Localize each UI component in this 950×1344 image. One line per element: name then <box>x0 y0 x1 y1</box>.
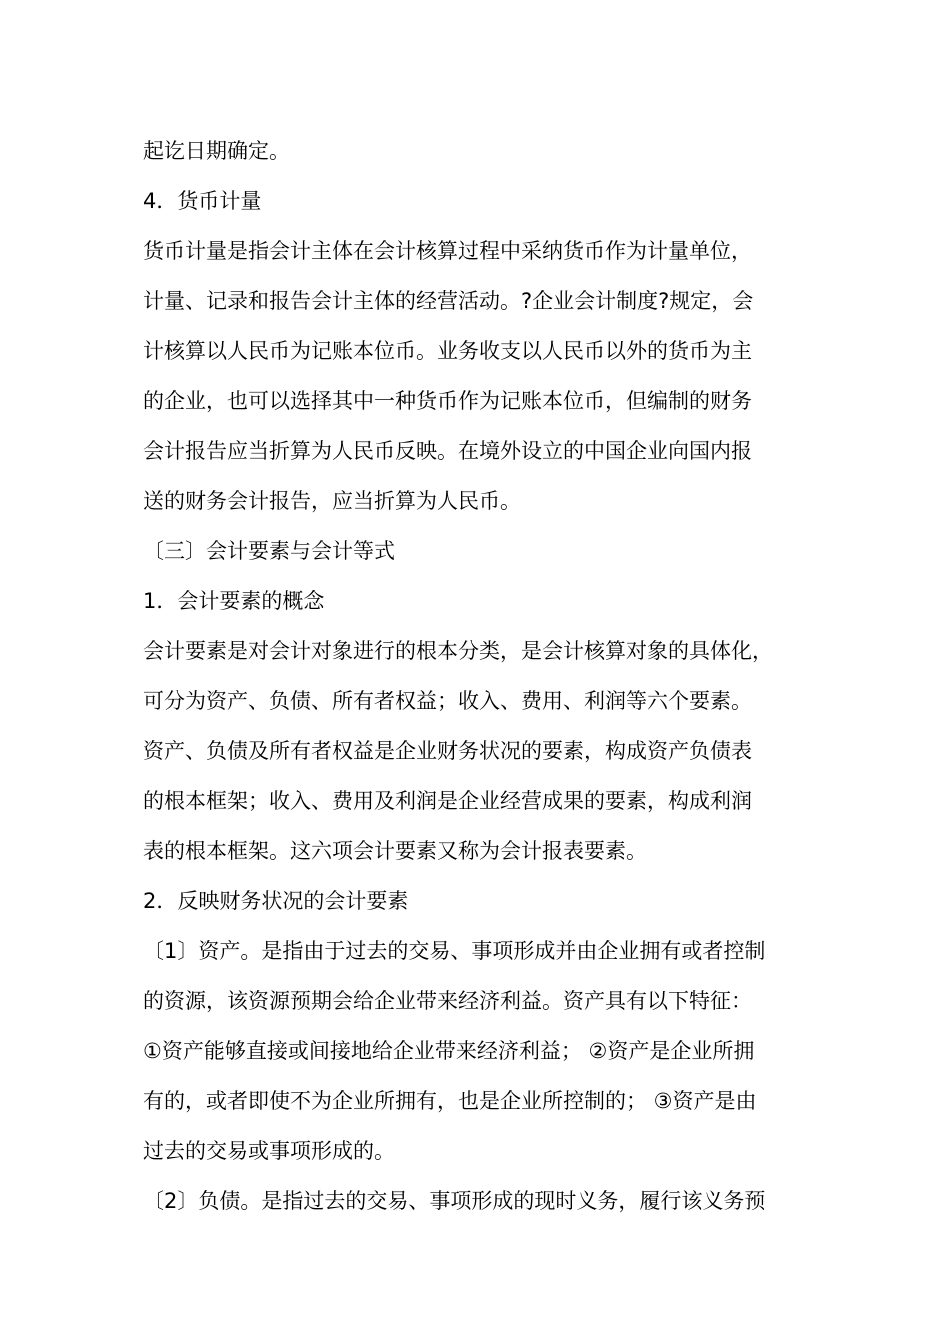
text-line: 的企业，也可以选择其中一种货币作为记账本位币，但编制的财务 <box>143 389 752 413</box>
text-line: 货币计量是指会计主体在会计核算过程中采纳货币作为计量单位， <box>143 239 752 263</box>
document-body <box>143 126 823 1226</box>
text-line: 可分为资产、负债、所有者权益；收入、费用、利润等六个要素。 <box>143 689 752 713</box>
text-line: 起讫日期确定。 <box>143 139 290 163</box>
text-line: 表的根本框架。这六项会计要素又称为会计报表要素。 <box>143 839 647 863</box>
section-heading: 1．会计要素的概念 <box>143 589 325 613</box>
text-line: 资产、负债及所有者权益是企业财务状况的要素，构成资产负债表 <box>143 739 752 763</box>
text-line: 计量、记录和报告会计主体的经营活动。?企业会计制度?规定，会 <box>143 289 754 313</box>
text-line: 的资源，该资源预期会给企业带来经济利益。资产具有以下特征： <box>143 989 752 1013</box>
text-line: 有的，或者即使不为企业所拥有，也是企业所控制的； ③资产是由 <box>143 1089 757 1113</box>
section-heading: 2．反映财务状况的会计要素 <box>143 889 409 913</box>
text-line: 送的财务会计报告，应当折算为人民币。 <box>143 489 521 513</box>
text-line: 过去的交易或事项形成的。 <box>143 1139 395 1163</box>
section-heading: 4．货币计量 <box>143 189 262 213</box>
text-line: ①资产能够直接或间接地给企业带来经济利益； ②资产是企业所拥 <box>143 1039 755 1063</box>
text-line: 的根本框架；收入、费用及利润是企业经营成果的要素，构成利润 <box>143 789 752 813</box>
section-heading: 〔三〕会计要素与会计等式 <box>143 539 395 563</box>
text-line: 会计报告应当折算为人民币反映。在境外设立的中国企业向国内报 <box>143 439 752 463</box>
text-line: 〔1〕资产。是指由于过去的交易、事项形成并由企业拥有或者控制 <box>143 939 766 963</box>
text-line: 〔2〕负债。是指过去的交易、事项形成的现时义务，履行该义务预 <box>143 1189 766 1213</box>
text-line: 会计要素是对会计对象进行的根本分类，是会计核算对象的具体化， <box>143 639 773 663</box>
text-line: 计核算以人民币为记账本位币。业务收支以人民币以外的货币为主 <box>143 339 752 363</box>
